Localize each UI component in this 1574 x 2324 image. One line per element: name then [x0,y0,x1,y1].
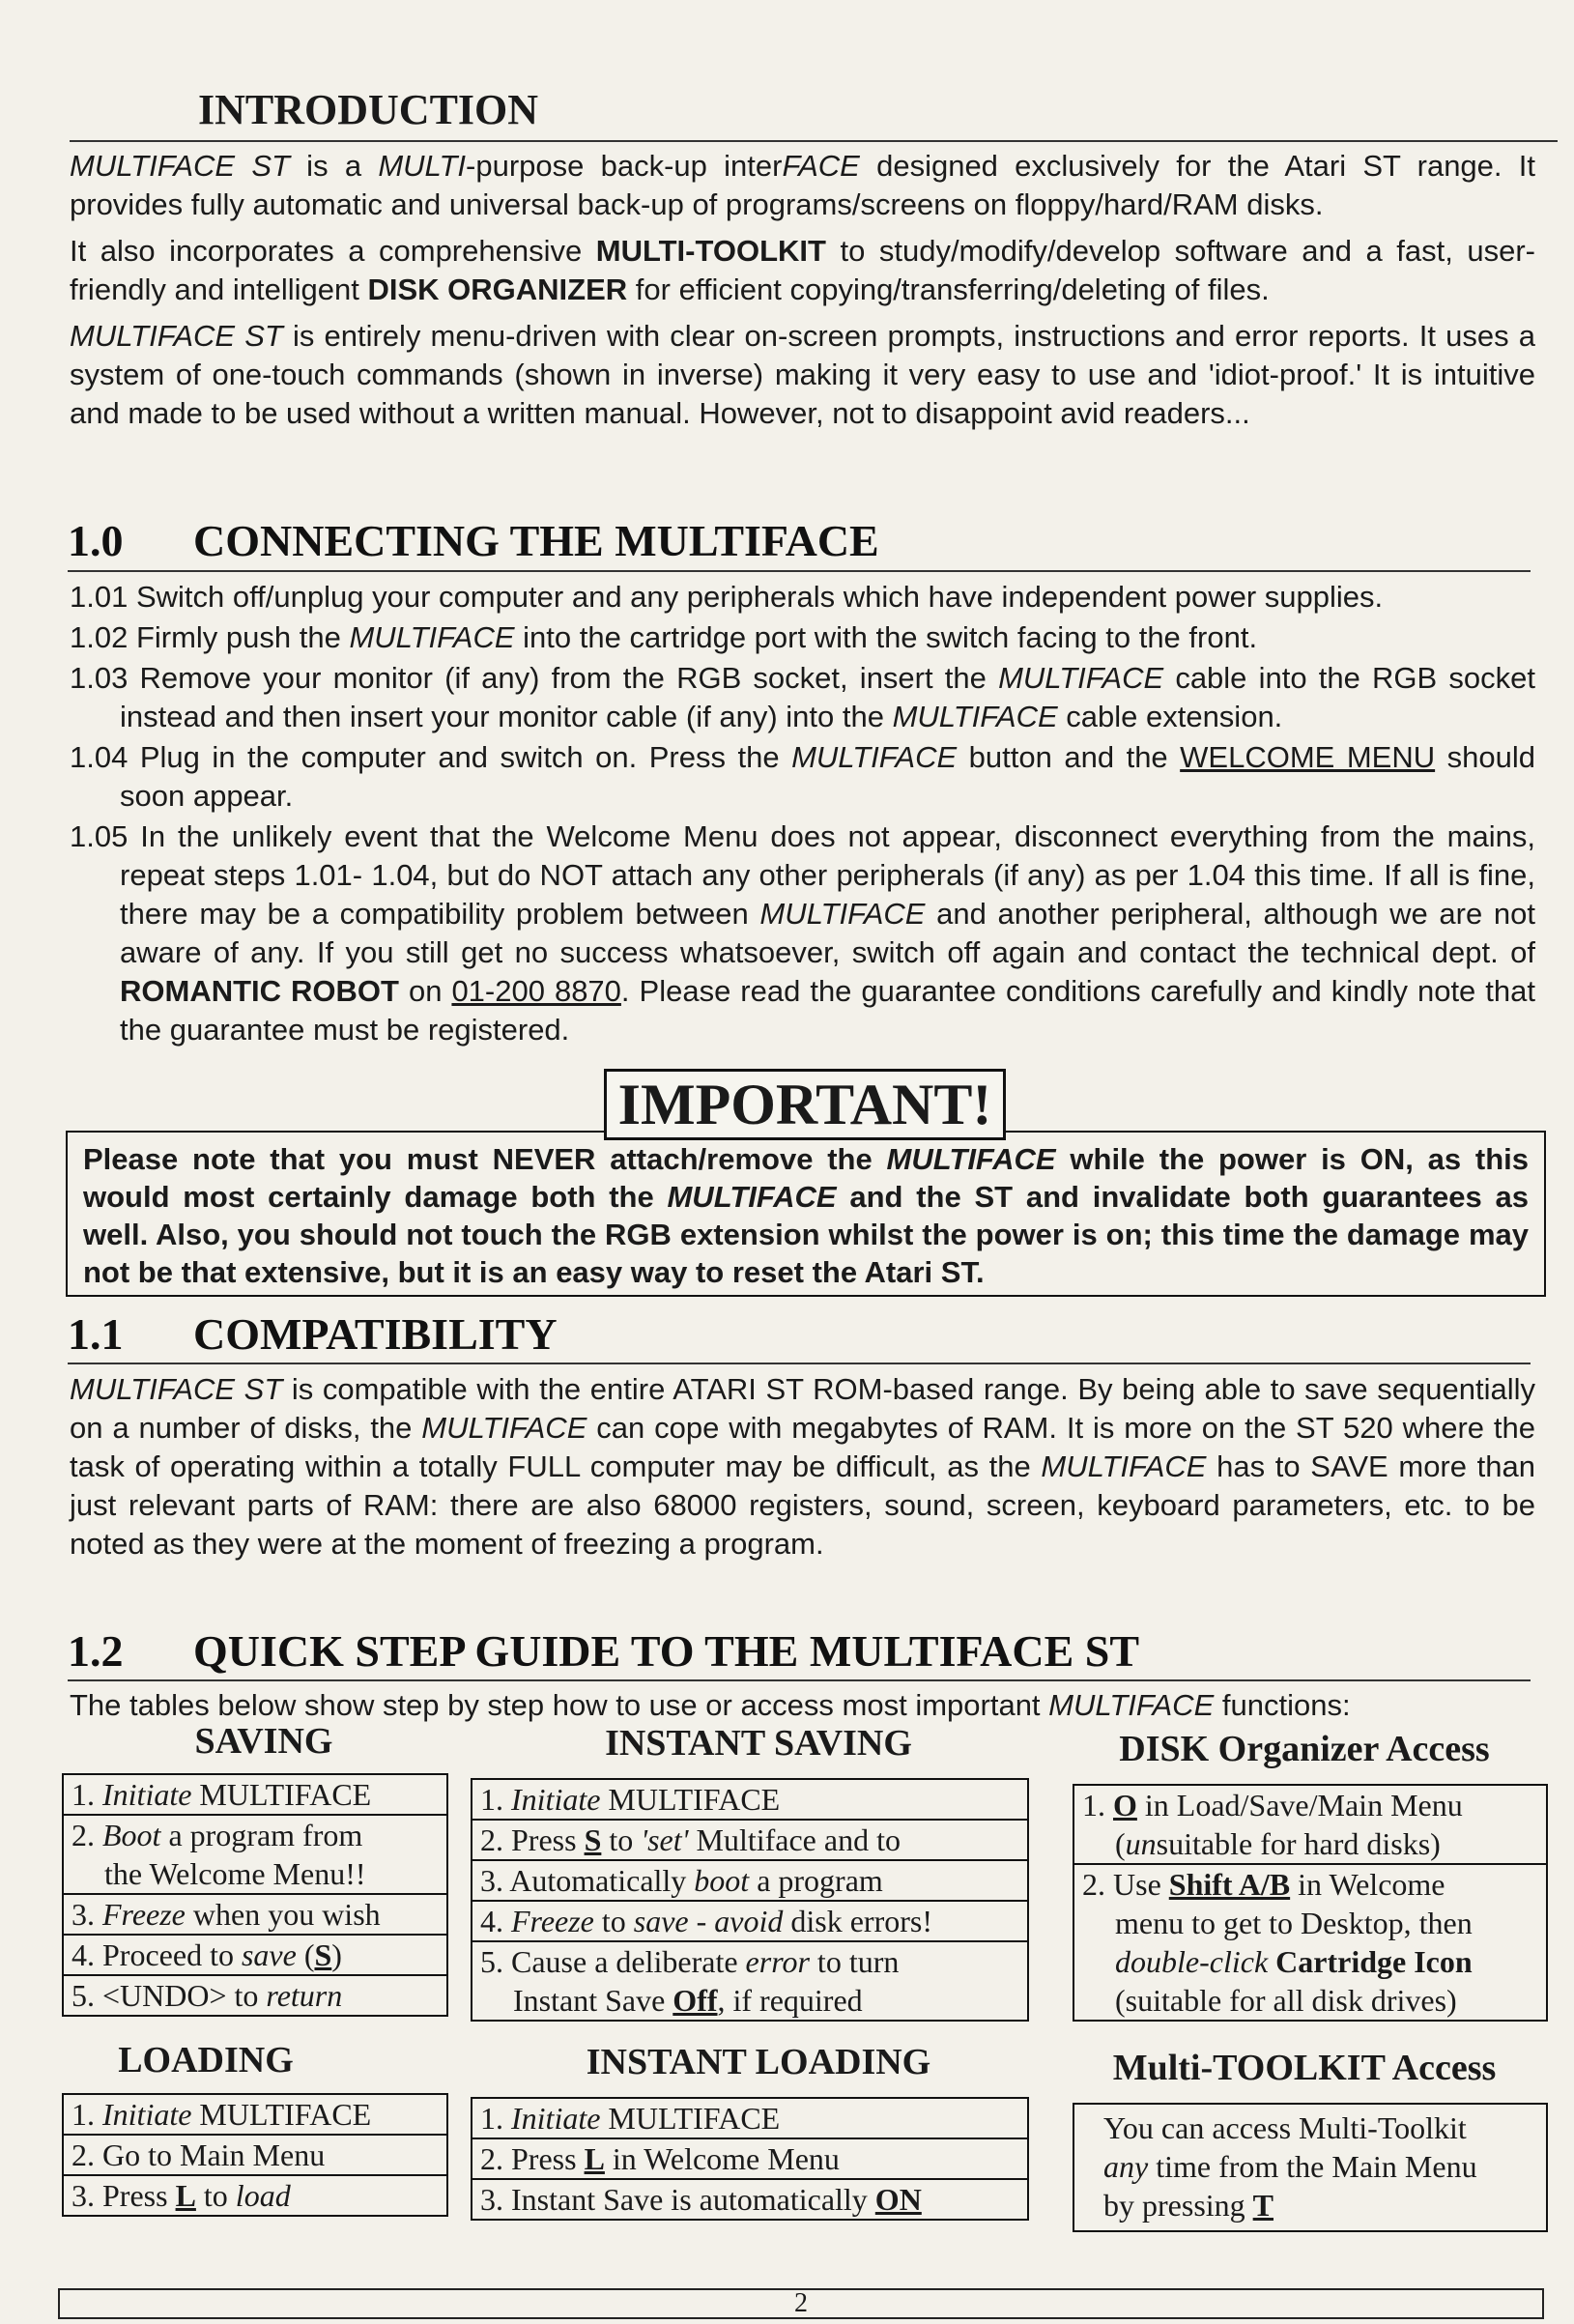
text-run: Instant Save [513,1983,673,2018]
table-row [472,1861,1027,1902]
instant-saving-table [471,1778,1029,2022]
text-run: and the ST and invalidate both guarantees as well. Also, you should not touch the RGB extension whilst the power is on; this time the damage may not be that extensive, but it is an easy way to reset the Atari ST. [83,1180,1530,1289]
table-row-line [480,1902,1019,1940]
table-row [64,1976,446,2015]
step-1-03 [70,659,1535,736]
table-row [64,2136,446,2176]
toolkit-table [1073,2103,1548,2232]
important-title: IMPORTANT! [604,1069,1006,1140]
text-run: MULTIFACE [998,661,1164,695]
text-run: 1. [72,1777,102,1812]
text-run: double-click [1115,1944,1269,1979]
text-run: 2. Use [1082,1867,1169,1902]
text-run: Shift A/B [1168,1867,1291,1902]
text-run: MULTIFACE [191,1777,372,1812]
text-run: 4. Proceed to [72,1937,242,1972]
table-row-line [1082,1981,1538,2020]
text-run: cable extension. [1057,700,1283,733]
saving-table [62,1773,448,2017]
text-run: MULTIFACE [886,1142,1056,1176]
text-run: L [175,2178,196,2213]
table-row [1074,1786,1546,1865]
text-run: 1.03 Remove your monitor (if any) from the RGB socket, insert the [70,661,999,695]
text-run: 3. Automatically [480,1863,695,1898]
loading-table [62,2093,448,2217]
compatibility-paragraph [70,1370,1535,1564]
text-run: MULTIFACE ST [70,319,283,353]
intro-paragraph-2 [70,232,1535,309]
text-run: is entirely menu-driven with clear on-screen prompts, instructions and error reports. It uses a system of one-touch commands (shown in inverse) making it very easy to use and 'idiot-proof.' It is intuitive and made to be used without a written manual. However, not to disappoint avid readers... [70,319,1535,430]
text-run: T [1252,2188,1274,2223]
text-run: suitable for hard disks) [1156,1826,1441,1861]
intro-paragraph-1 [70,147,1535,224]
table-row [472,2180,1027,2219]
text-run: Off [673,1983,718,2018]
text-run: S [314,1937,332,1972]
important-notice [66,1131,1546,1297]
text-run: It also incorporates a comprehensive [70,234,596,268]
disk-organizer-table [1073,1784,1548,2022]
table-row [64,2176,446,2215]
section-title: COMPATIBILITY [193,1309,558,1359]
text-run: un [1125,1826,1157,1861]
table-row [472,1780,1027,1821]
text-run: for efficient copying/transferring/deleting of files. [627,273,1270,306]
disk-organizer-heading: DISK Organizer Access [1119,1729,1490,1769]
text-run: a program [749,1863,883,1898]
text-run: and another peripheral, although we are not aware of any. If you still get no success whatsoever, switch off again and contact the technical dept. of [120,897,1535,969]
text-run: designed exclusively for the Atari ST range. It provides fully automatic and universal back-up of programs/screens on floppy/hard/RAM disks. [70,149,1535,221]
section-1-0-heading [68,512,1531,572]
text-run: MULTIFACE [349,620,515,654]
text-run: (suitable for all disk drives) [1115,1983,1457,2018]
table-row [472,2139,1027,2180]
table-row [64,2095,446,2136]
text-run: is compatible with the entire ATARI ST ROM-based range. By being able to save sequentially on a number of disks, the [70,1372,1535,1445]
text-run: 1. [1082,1788,1113,1822]
text-run: disk errors! [783,1904,932,1938]
text-run: MULTIFACE [667,1180,837,1214]
table-row-line [1082,1865,1538,1904]
text-run: is a [289,149,379,183]
text-run: Freeze [511,1904,594,1938]
text-run: Boot [102,1818,161,1852]
text-run: MULTIFACE [791,740,958,774]
instant-loading-table [471,2097,1029,2221]
intro-heading: INTRODUCTION [198,86,539,133]
text-run: button and the [957,740,1181,774]
steps-list [70,578,1535,1049]
table-row-line [480,1981,1019,2020]
text-run: Multiface and to [688,1822,901,1857]
text-run: 1. [72,2097,102,2132]
text-run: 5. <UNDO> to [72,1978,267,2013]
table-row [472,1902,1027,1942]
text-run: Initiate [511,1782,601,1817]
text-run: 1.01 Switch off/unplug your computer and any peripherals which have independent power supplies. [70,580,1384,614]
table-row [472,2099,1027,2139]
table-row-line [72,1854,439,1893]
table-row [64,1936,446,1976]
text-run: in Load/Save/Main Menu [1136,1788,1463,1822]
table-row [64,1895,446,1936]
text-run: 3. [72,1897,102,1932]
text-run: You can access Multi-Toolkit [1103,2110,1467,2145]
table-row [64,1816,446,1895]
loading-heading: LOADING [118,2040,294,2080]
table-row-line [72,1775,439,1814]
text-run: S [584,1822,602,1857]
text-run: time from the Main Menu [1148,2149,1477,2184]
text-run: ON [874,2182,922,2217]
section-number: 1.1 [68,1309,124,1359]
text-run: 2. Press [480,1822,585,1857]
text-run: MULTIFACE ST [70,149,290,183]
table-row-line [1103,2109,1538,2147]
step-1-01 [70,578,1535,617]
text-run: should soon appear. [120,740,1535,813]
text-run: 1.02 Firmly push the [70,620,350,654]
text-run: Please note that you must NEVER attach/remove the [83,1142,887,1176]
section-title: QUICK STEP GUIDE TO THE MULTIFACE ST [193,1626,1140,1676]
text-run: to [195,2178,236,2213]
text-run: error [745,1944,810,1979]
text-run: 2. Press [480,2141,585,2176]
text-run: ) [331,1937,342,1972]
text-run: MULTIFACE [892,700,1058,733]
section-1-1-text [70,1370,1535,1571]
table-row-line [480,1942,1019,1981]
step-1-04 [70,738,1535,816]
text-run: 'set' [641,1822,689,1857]
text-run: 3. Press [72,2178,176,2213]
table-row-line [72,2136,439,2174]
text-run: 2. [72,1818,102,1852]
text-run: 01-200 8870 [451,974,621,1008]
instant-saving-heading: INSTANT SAVING [605,1723,912,1764]
text-run: to [593,1904,634,1938]
text-run: Initiate [102,2097,192,2132]
text-run: menu to get to Desktop, then [1115,1906,1473,1940]
instant-loading-heading: INSTANT LOADING [586,2042,931,2082]
text-run [1268,1944,1275,1979]
text-run: MULTIFACE [1041,1449,1207,1483]
text-run: 1. [480,2101,511,2136]
table-row-line [1103,2186,1538,2224]
text-run: return [266,1978,343,2013]
text-run: MULTIFACE [600,1782,781,1817]
text-run: ROMANTIC ROBOT [120,974,399,1008]
text-run: Initiate [102,1777,192,1812]
text-run: Freeze [102,1897,186,1932]
text-run: 1. [480,1782,511,1817]
text-run: ( [1115,1826,1126,1861]
text-run: 3. Instant Save is automatically [480,2182,875,2217]
text-run: load [235,2178,291,2213]
table-row [64,1775,446,1816]
intro-paragraph-3 [70,317,1535,433]
text-run: the Welcome Menu!! [104,1856,366,1891]
text-run: The tables below show step by step how to use or access most important [70,1688,1049,1722]
text-run: into the cartridge port with the switch facing to the front. [514,620,1258,654]
text-run: by pressing [1103,2188,1253,2223]
text-run: DISK ORGANIZER [367,273,628,306]
table-row-line [480,2139,1019,2178]
table-row-line [72,1816,439,1854]
table-row-line [72,1976,439,2015]
text-run: MULTI [378,149,467,183]
text-run: when you wish [185,1897,381,1932]
intro-rule [70,140,1558,142]
text-run: to study/modify/develop software and a fast, user-friendly and intelligent [70,234,1535,306]
table-row-line [72,2176,439,2215]
section-1-1-heading [68,1306,1531,1364]
quick-guide-intro [70,1686,1535,1725]
text-run: 1.05 In the unlikely event that the Welcome Menu does not appear, disconnect everything from the mains, repeat steps 1.01- 1.04, but do NOT attach any other peripherals (if any) as per 1.04 this time. If all is fine, there may be a compatibility problem between [70,819,1535,931]
text-run: cable into the RGB socket instead and then insert your monitor cable (if any) into the [120,661,1535,733]
table-row-line [72,2095,439,2134]
table-row [1074,1865,1546,2020]
text-run: Cartridge Icon [1275,1944,1473,1979]
text-run: to turn [809,1944,900,1979]
text-run: 1.04 Plug in the computer and switch on. Press the [70,740,792,774]
text-run: boot [694,1863,750,1898]
text-run: 2. Go to Main Menu [72,2138,326,2172]
table-row-line [480,1861,1019,1900]
toolkit-heading: Multi-TOOLKIT Access [1112,2048,1497,2088]
table-row-line [480,1821,1019,1859]
text-run: L [584,2141,605,2176]
page-number-footer [58,2288,1544,2319]
text-run: WELCOME MENU [1180,740,1436,774]
table-row-line [1082,1786,1538,1824]
table-row-line [72,1895,439,1934]
text-run: FACE [782,149,860,183]
text-run: functions: [1214,1688,1351,1722]
text-run: in Welcome [1290,1867,1445,1902]
text-run: MULTI-TOOLKIT [595,234,826,268]
text-run: a program from [160,1818,363,1852]
text-run: , if required [717,1983,863,2018]
text-run: ( [296,1937,315,1972]
step-1-05 [70,818,1535,1049]
section-number: 1.0 [68,516,124,565]
saving-heading: SAVING [194,1721,333,1762]
table-row-line [1103,2147,1538,2186]
section-1-2-heading [68,1623,1531,1681]
section-1-0-steps [70,578,1535,1051]
text-run: while the power is ON, as this would most certainly damage both the [83,1142,1530,1214]
table-row-line [480,1780,1019,1819]
table-row [472,1942,1027,2020]
section-title: CONNECTING THE MULTIFACE [193,516,879,565]
text-run: save - avoid [633,1904,784,1938]
table-row [1103,2109,1538,2224]
text-run: O [1113,1788,1137,1822]
text-run: to [601,1822,642,1857]
text-run: MULTIFACE ST [70,1372,283,1406]
table-row-line [480,2099,1019,2138]
text-run: 4. [480,1904,511,1938]
text-run: MULTIFACE [421,1411,587,1445]
table-row-line [1082,1824,1538,1863]
intro-text [70,147,1535,441]
table-row [472,1821,1027,1861]
table-row-line [1082,1942,1538,1981]
table-row-line [72,1936,439,1974]
text-run: any [1103,2149,1149,2184]
text-run: 5. Cause a deliberate [480,1944,746,1979]
text-run: in Welcome Menu [604,2141,840,2176]
text-run: has to SAVE more than just relevant parts of RAM: there are also 68000 registers, sound, screen, keyboard parameters, etc. to be noted as they were at the moment of freezing a program. [70,1449,1535,1561]
table-row-line [1082,1904,1538,1942]
text-run: MULTIFACE [759,897,926,931]
text-run: on [398,974,452,1008]
text-run: can cope with megabytes of RAM. It is more on the ST 520 where the task of operating within a totally FULL computer may be difficult, as the [70,1411,1535,1483]
section-number: 1.2 [68,1626,124,1676]
text-run: save [241,1937,297,1972]
text-run: MULTIFACE [600,2101,781,2136]
text-run: . Please read the guarantee conditions carefully and kindly note that the guarantee must be registered. [120,974,1535,1047]
text-run: -purpose back-up inter [466,149,783,183]
step-1-02 [70,618,1535,657]
text-run: MULTIFACE [191,2097,372,2132]
text-run: Initiate [511,2101,601,2136]
page-number: 2 [794,2288,808,2318]
text-run: MULTIFACE [1048,1688,1215,1722]
table-row-line [480,2180,1019,2219]
